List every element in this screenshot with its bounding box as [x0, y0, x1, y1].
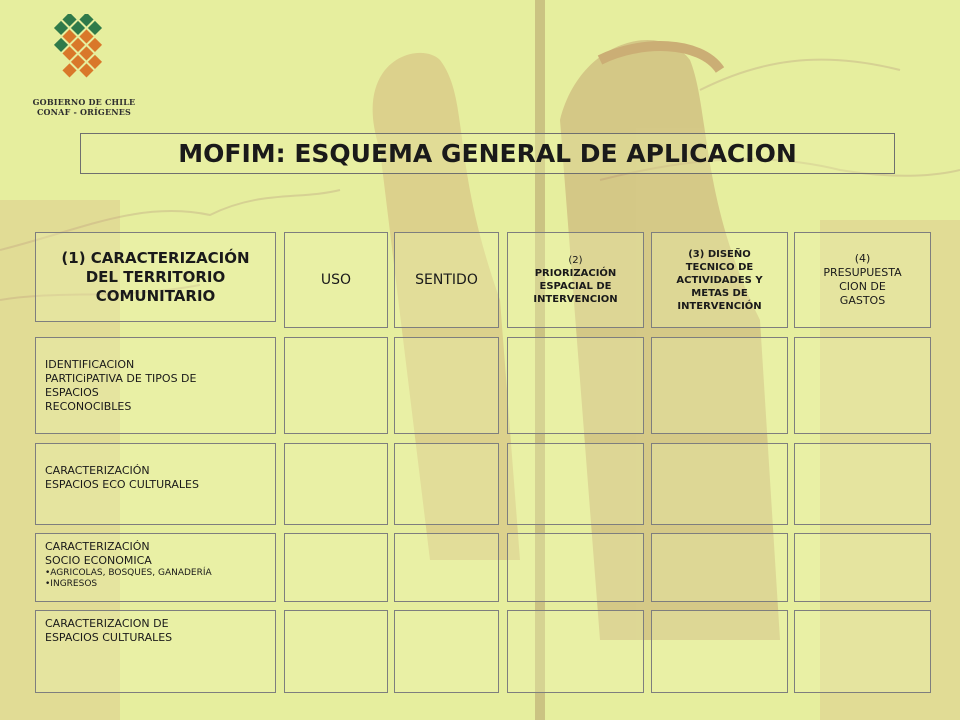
header-uso: USO [284, 232, 388, 328]
header-presupuestacion-gastos: (4) PRESUPUESTA CION DE GASTOS [794, 232, 931, 328]
page-title: MOFIM: ESQUEMA GENERAL DE APLICACION [80, 133, 895, 174]
header-sentido: SENTIDO [394, 232, 499, 328]
grid-cell [651, 610, 788, 693]
header-priorizacion-espacial: (2) PRIORIZACIÓN ESPACIAL DE INTERVENCION [507, 232, 644, 328]
grid-cell [394, 443, 499, 525]
row-label-espacios-culturales: CARACTERIZACION DE ESPACIOS CULTURALES [35, 610, 276, 693]
grid-cell [394, 337, 499, 434]
grid-cell [507, 610, 644, 693]
grid-cell [794, 610, 931, 693]
row-label-identificacion: IDENTIFICACION PARTICiPATIVA DE TIPOS DE ESPACIOS RECONOCIBLES [35, 337, 276, 434]
grid-cell [284, 443, 388, 525]
grid-cell [651, 337, 788, 434]
row-label-eco-culturales: CARACTERIZACIÓN ESPACIOS ECO CULTURALES [35, 443, 276, 525]
grid-cell [394, 533, 499, 602]
grid-cell [794, 337, 931, 434]
header-caracterizacion-territorio: (1) CARACTERIZACIÓN DEL TERRITORIO COMUNITARIO [35, 232, 276, 322]
grid-cell [394, 610, 499, 693]
grid-cell [651, 533, 788, 602]
organization-label: GOBIERNO DE CHILE CONAF - ORÍGENES [32, 97, 136, 117]
grid-cell [651, 443, 788, 525]
grid-cell [284, 337, 388, 434]
grid-cell [794, 533, 931, 602]
grid-cell [507, 337, 644, 434]
header-diseno-tecnico: (3) DISEÑO TECNICO DE ACTIVIDADES Y METAS DE INTERVENCIÓN [651, 232, 788, 328]
grid-cell [507, 533, 644, 602]
grid-cell [507, 443, 644, 525]
row-label-socio-economica: CARACTERIZACIÓN SOCIO ECONOMICA •AGRICOLAS, BOSQUES, GANADERÍA •INGRESOS [35, 533, 276, 602]
conaf-logo [40, 14, 116, 90]
grid-cell [284, 533, 388, 602]
grid-cell [794, 443, 931, 525]
grid-cell [284, 610, 388, 693]
